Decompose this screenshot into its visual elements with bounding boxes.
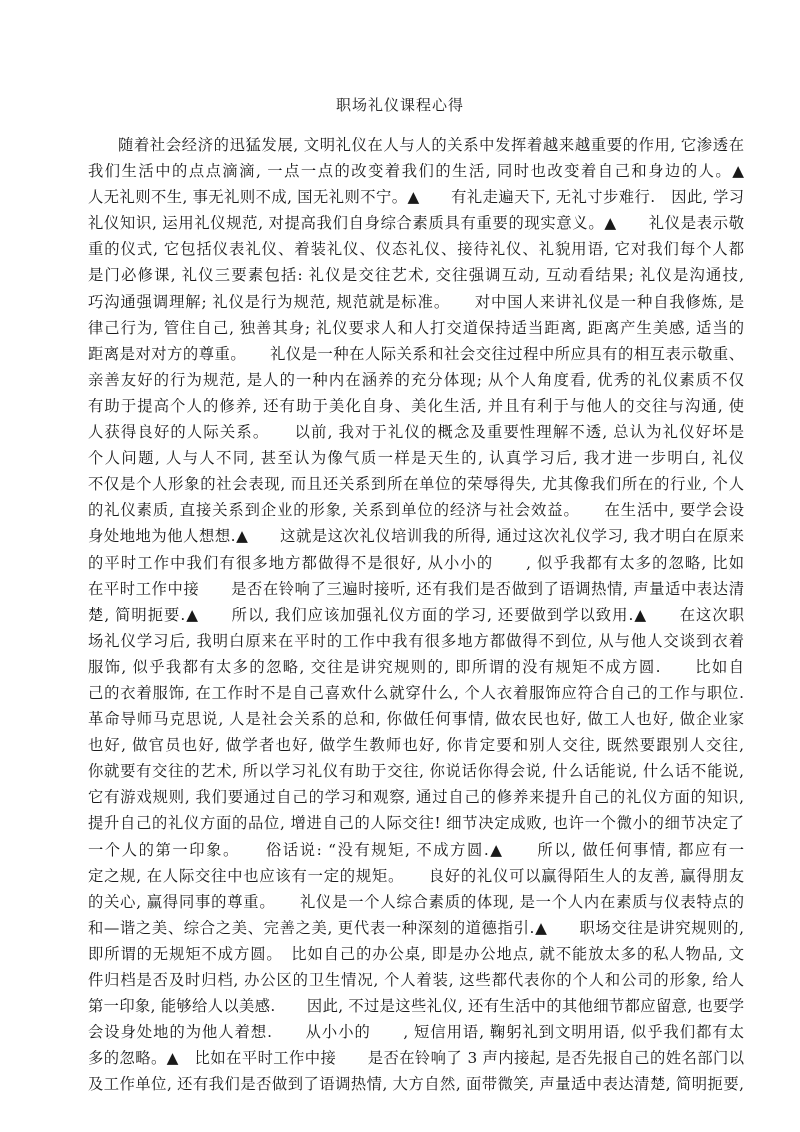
document-body bbox=[88, 132, 744, 1097]
text-line: 人无礼则不生, 事无礼则不成, 国无礼则不宁。▲ 有礼走遍天下, 无礼寸步难行. 因此, 学习 bbox=[88, 188, 744, 207]
text-line: 提升自己的礼仪方面的品位, 增进自己的人际交往! 细节决定成败, 也许一个微小的细节决定了 bbox=[88, 814, 744, 833]
text-line: 身处地地为他人想想.▲ 这就是这次礼仪培训我的所得, 通过这次礼仪学习, 我才明白在原来 bbox=[88, 527, 744, 546]
text-line: 第一印象, 能够给人以美感. 因此, 不过是这些礼仪, 还有生活中的其他细节都应留意, 也要学 bbox=[88, 997, 744, 1016]
text-line: 也好, 做官员也好, 做学者也好, 做学生教师也好, 你肯定要和别人交往, 既然要跟别人交往, bbox=[88, 736, 744, 755]
text-line: 随着社会经济的迅猛发展, 文明礼仪在人与人的关系中发挥着越来越重要的作用, 它渗透在 bbox=[118, 136, 744, 154]
text-line: 及工作单位, 还有我们是否做到了语调热情, 大方自然, 面带微笑, 声量适中表达清楚, 简明扼要, bbox=[88, 1075, 744, 1094]
text-line: 个人问题, 人与人不同, 甚至认为像气质一样是天生的, 认真学习后, 我才进一步明白, 礼仪 bbox=[88, 449, 744, 468]
text-line: 你就要有交往的艺术, 所以学习礼仪有助于交往, 你说话你得会说, 什么话能说, 什么话不能说, bbox=[88, 762, 744, 781]
text-line: 件归档是否及时归档, 办公区的卫生情况, 个人着装, 这些都代表你的个人和公司的形象, 给人 bbox=[88, 971, 744, 989]
text-line: 楚, 简明扼要.▲ 所以, 我们应该加强礼仪方面的学习, 还要做到学以致用.▲ 在这次职 bbox=[88, 605, 744, 624]
page-title: 职场礼仪课程心得 bbox=[335, 96, 464, 114]
text-line: 是门必修课, 礼仪三要素包括: 礼仪是交往艺术, 交往强调互动, 互动看结果; 礼仪是沟通技, bbox=[88, 266, 744, 285]
text-line: 我们生活中的点点滴滴, 一点一点的改变着我们的生活, 同时也改变着自己和身边的人。▲ bbox=[88, 162, 744, 181]
text-line: 的平时工作中我们有很多地方都做得不是很好, 从小小的 , 似乎我都有太多的忽略, 比如 bbox=[88, 553, 744, 572]
text-line: 的礼仪素质, 直接关系到企业的形象, 关系到单位的经济与社会效益。 在生活中, 要学会设 bbox=[88, 501, 744, 520]
text-line: 巧沟通强调理解; 礼仪是行为规范, 规范就是标准。 对中国人来讲礼仪是一种自我修炼, 是 bbox=[88, 292, 744, 311]
text-line: 它有游戏规则, 我们要通过自己的学习和观察, 通过自己的修养来提升自己的礼仪方面的知识, bbox=[88, 788, 744, 807]
text-line: 一个人的第一印象。 俗话说: “没有规矩, 不成方圆.▲ 所以, 做任何事情, 都应有一 bbox=[88, 840, 744, 859]
text-line: 革命导师马克思说, 人是社会关系的总和, 你做任何事情, 做农民也好, 做工人也好, 做企业家 bbox=[88, 710, 744, 729]
text-line: 定之规, 在人际交往中也应该有一定的规矩。 良好的礼仪可以赢得陌生人的友善, 赢得朋友 bbox=[88, 866, 744, 885]
text-line: 场礼仪学习后, 我明白原来在平时的工作中我有很多地方都做得不到位, 从与他人交谈到衣着 bbox=[88, 631, 744, 650]
text-line: 亲善友好的行为规范, 是人的一种内在涵养的充分体现; 从个人角度看, 优秀的礼仪素质不仅 bbox=[88, 370, 744, 389]
text-line: 律己行为, 管住自己, 独善其身; 礼仪要求人和人打交道保持适当距离, 距离产生美感, 适当的 bbox=[88, 318, 744, 337]
text-line: 己的衣着服饰, 在工作时不是自己喜欢什么就穿什么, 个人衣着服饰应符合自己的工作与职位. bbox=[88, 683, 744, 702]
text-line: 重的仪式, 它包括仪表礼仪、着装礼仪、仪态礼仪、接待礼仪、礼貌用语, 它对我们每个人都 bbox=[88, 240, 744, 259]
text-line: 不仅是个人形象的社会表现, 而且还关系到所在单位的荣辱得失, 尤其像我们所在的行业, 个人 bbox=[88, 475, 744, 494]
text-line: 人获得良好的人际关系。 以前, 我对于礼仪的概念及重要性理解不透, 总认为礼仪好坏是 bbox=[88, 423, 744, 442]
text-line: 礼仪知识, 运用礼仪规范, 对提高我们自身综合素质具有重要的现实意义。▲ 礼仪是表示敬 bbox=[88, 214, 744, 233]
text-line: 在平时工作中接 是否在铃响了三遍时接听, 还有我们是否做到了语调热情, 声量适中表达清 bbox=[88, 579, 744, 598]
text-line: 距离是对对方的尊重。 礼仪是一种在人际关系和社会交往过程中所应具有的相互表示敬重、 bbox=[88, 344, 744, 363]
text-line: 有助于提高个人的修养, 还有助于美化自身、美化生活, 并且有利于与他人的交往与沟通, 使 bbox=[88, 396, 744, 415]
text-line: 多的忽略。▲ 比如在平时工作中接 是否在铃响了 3 声内接起, 是否先报自己的姓名部门以 bbox=[88, 1049, 744, 1068]
text-line: 服饰, 似乎我都有太多的忽略, 交往是讲究规则的, 即所谓的没有规矩不成方圆. 比如自 bbox=[88, 657, 744, 676]
text-line: 和—谐之美、综合之美、完善之美, 更代表一种深刻的道德指引.▲ 职场交往是讲究规则的, bbox=[88, 918, 744, 937]
text-line: 即所谓的无规矩不成方圆。 比如自己的办公桌, 即是办公地点, 就不能放太多的私人物品, 文 bbox=[88, 944, 744, 963]
text-line: 的关心, 赢得同事的尊重。 礼仪是一个人综合素质的体现, 是一个人内在素质与仪表特点的 bbox=[88, 892, 744, 911]
text-line: 会设身处地的为他人着想. 从小小的 , 短信用语, 鞠躬礼到文明用语, 似乎我们都有太 bbox=[88, 1023, 744, 1042]
